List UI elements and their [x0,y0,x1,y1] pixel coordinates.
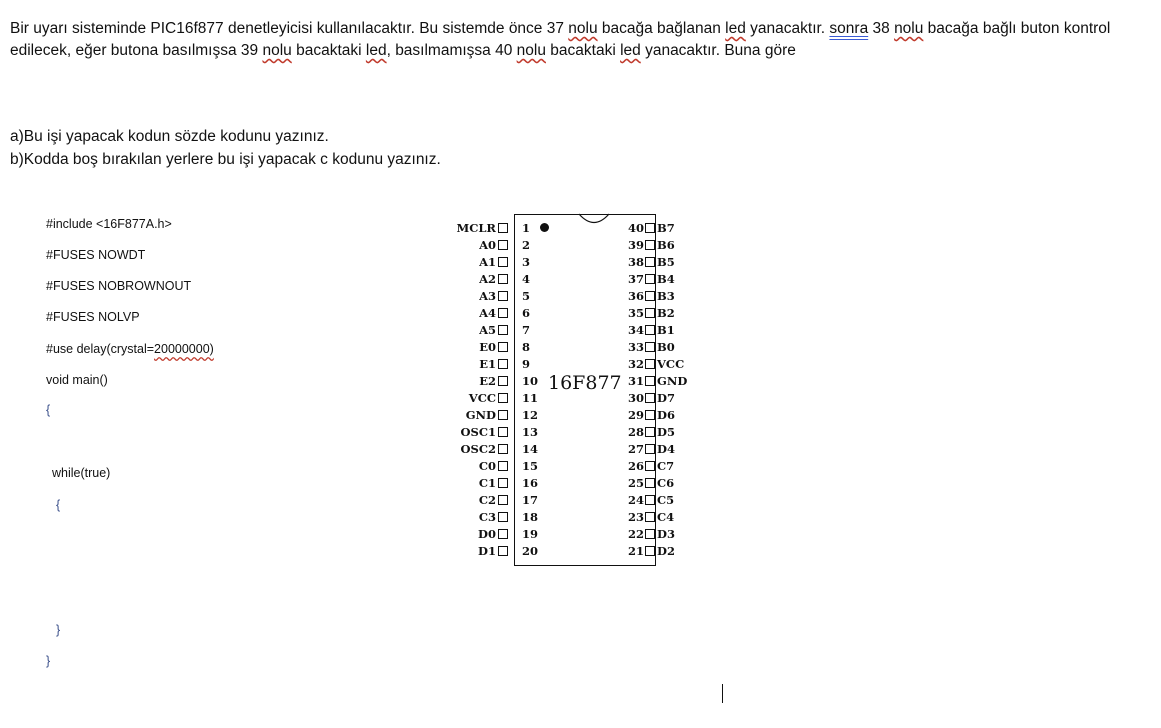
pin-label-right [643,239,675,251]
pin-name: A4 [479,306,496,320]
pin-label-left [430,324,510,336]
paragraph-text: bacaktaki [545,42,621,59]
pin-name: E2 [479,374,496,388]
code-brace: } [56,623,61,637]
pin-label-left [430,290,510,302]
pin-number: 35 [628,306,645,320]
pin-label-right [643,375,687,387]
pin-box [498,393,508,403]
pin-name: B4 [657,272,675,286]
pin-name: D6 [657,408,675,422]
pin-box [498,257,508,267]
pin-box [645,359,655,369]
pin-number: 12 [522,408,539,422]
pin-box [498,495,508,505]
pin-label-right [643,358,684,370]
pin-box [645,529,655,539]
pin-name: B7 [657,221,675,235]
pin-name: C5 [657,493,675,507]
problem-paragraph [10,18,1155,62]
pin-box [645,393,655,403]
pin-box [498,529,508,539]
pin-box [645,512,655,522]
pin-number: 24 [628,493,645,507]
pin-box [498,274,508,284]
paragraph-text: bacağa bağlanan [597,20,726,37]
pin-box [645,325,655,335]
pin-box [498,223,508,233]
pin-label-right [643,443,675,455]
pin-number: 5 [522,289,531,303]
pin-label-left [430,341,510,353]
pin-name: B3 [657,289,675,303]
question-a: a)Bu işi yapacak kodun sözde kodunu yazınız. [10,128,329,145]
code-line: #include <16F877A.h> [46,217,172,231]
pin-name: D3 [657,527,675,541]
pin-label-right [643,494,674,506]
pin-number: 22 [628,527,645,541]
pin-number: 10 [522,374,539,388]
code-text: #use delay(crystal= [46,342,155,356]
code-brace: { [46,403,51,417]
spellcheck-word[interactable]: nolu [262,42,292,59]
pin-name: D1 [478,544,496,558]
pin-name: A2 [479,272,496,286]
pin-name: MCLR [456,221,496,235]
pin-name: B6 [657,238,675,252]
pin-name: C4 [657,510,675,524]
pin-box [498,461,508,471]
question-b: b)Kodda boş bırakılan yerlere bu işi yapacak c kodunu yazınız. [10,151,441,168]
spellcheck-word[interactable]: nolu [516,42,546,59]
pin-name: C0 [478,459,496,473]
pin-box [645,376,655,386]
pin-number: 16 [522,476,539,490]
pin-label-right [643,460,674,472]
pin-box [645,546,655,556]
pin-name: D7 [657,391,675,405]
pin-box [498,410,508,420]
pin-name: D4 [657,442,675,456]
pin-box [498,291,508,301]
pin-number: 7 [522,323,531,337]
pin-label-left [430,460,510,472]
pin-number: 37 [628,272,645,286]
pin-number: 13 [522,425,539,439]
pin-box [498,342,508,352]
pin-number: 19 [522,527,539,541]
pin-number: 23 [628,510,645,524]
pin-name: E1 [479,357,496,371]
pin-number: 20 [522,544,539,558]
pin-box [645,274,655,284]
paragraph-text: Bir uyarı sisteminde PIC16f877 denetleyicisi kullanılacaktır. Bu sistemde önce 37 [10,20,569,37]
pin-label-left [430,545,510,557]
pin-number: 40 [628,221,645,235]
pin-number: 4 [522,272,531,286]
paragraph-text: yanacaktır. Buna göre [640,42,796,59]
pin-number: 27 [628,442,645,456]
pin-name: E0 [479,340,496,354]
pin-label-left [430,273,510,285]
pin-label-left [430,307,510,319]
pin-name: C7 [657,459,675,473]
pin-label-right [643,477,674,489]
pin-label-right [643,545,675,557]
pin-number: 2 [522,238,531,252]
pin-number: 15 [522,459,539,473]
grammar-check-word[interactable]: sonra [829,20,869,37]
chip-name: 16F877 [548,372,622,394]
spellcheck-word[interactable]: led [725,20,746,37]
spellcheck-word[interactable]: 20000000) [154,342,214,356]
pin-name: OSC2 [460,442,496,456]
pin-box [645,478,655,488]
paragraph-text: bacağa bağlı buton kontrol edilecek, eğer butona basılmışsa 39 [10,20,1111,59]
pin-name: B0 [657,340,675,354]
pin-label-left [430,443,510,455]
pin-label-right [643,307,675,319]
pin-number: 36 [628,289,645,303]
pin-name: GND [465,408,496,422]
pin-label-right [643,222,675,234]
pin-number: 31 [628,374,645,388]
pin-number: 21 [628,544,645,558]
pin-label-left [430,477,510,489]
paragraph-text: , basılmamışsa 40 [386,42,517,59]
pin-label-right [643,409,675,421]
pin-number: 30 [628,391,645,405]
pin-label-right [643,341,675,353]
pin-label-left [430,426,510,438]
pin-label-left [430,358,510,370]
pin-name: C1 [478,476,496,490]
spellcheck-word[interactable]: led [365,42,387,59]
pin-box [645,223,655,233]
pin-name: D0 [478,527,496,541]
pin-name: VCC [657,357,685,371]
pin-label-right [643,324,675,336]
pin-name: A1 [479,255,496,269]
spellcheck-word[interactable]: nolu [568,20,598,37]
pin-box [645,427,655,437]
pin-name: VCC [468,391,496,405]
pin-name: A5 [479,323,496,337]
pin-label-left [430,222,510,234]
pin-label-left [430,494,510,506]
pin-box [645,410,655,420]
pin-number: 39 [628,238,645,252]
pin-name: C3 [478,510,496,524]
paragraph-text: 38 [868,20,895,37]
pin-label-right [643,426,675,438]
pin-box [645,291,655,301]
pin-box [645,444,655,454]
code-line: #FUSES NOWDT [46,248,146,262]
pin-number: 34 [628,323,645,337]
pin-name: D5 [657,425,675,439]
pin-box [645,308,655,318]
pin-number: 26 [628,459,645,473]
pin-number: 32 [628,357,645,371]
pin-number: 33 [628,340,645,354]
pin-box [645,257,655,267]
pin-box [645,461,655,471]
pin-number: 3 [522,255,531,269]
pin-box [645,495,655,505]
code-line: void main() [46,373,108,387]
pin-name: B1 [657,323,675,337]
spellcheck-word[interactable]: led [620,42,641,59]
pin1-dot [540,223,549,232]
pin-label-left [430,511,510,523]
pin-label-right [643,511,674,523]
text-cursor [722,684,723,703]
pin-label-left [430,375,510,387]
pin-number: 14 [522,442,539,456]
pin-name: A0 [479,238,496,252]
pin-number: 11 [522,391,539,405]
pin-box [645,342,655,352]
pin-name: B2 [657,306,675,320]
pin-box [498,478,508,488]
pin-label-right [643,256,675,268]
pin-number: 38 [628,255,645,269]
pin-name: C2 [478,493,496,507]
pin-label-left [430,392,510,404]
paragraph-text: bacaktaki [291,42,366,59]
pin-label-left [430,256,510,268]
pin-label-right [643,290,675,302]
pin-name: OSC1 [460,425,496,439]
code-brace: { [56,498,61,512]
pin-name: D2 [657,544,675,558]
pin-box [498,427,508,437]
pin-number: 8 [522,340,531,354]
pin-name: GND [657,374,688,388]
pin-name: C6 [657,476,675,490]
code-line: while(true) [52,466,111,480]
pin-box [498,512,508,522]
pin-label-right [643,528,675,540]
pin-number: 28 [628,425,645,439]
pin-box [498,376,508,386]
pin-box [645,240,655,250]
ic-notch [578,213,610,227]
pin-box [498,444,508,454]
spellcheck-word[interactable]: nolu [894,20,924,37]
pin-label-right [643,273,675,285]
code-line: #FUSES NOBROWNOUT [46,279,192,293]
pin-name: B5 [657,255,675,269]
pin-label-right [643,392,675,404]
paragraph-text: yanacaktır. [745,20,830,37]
pin-number: 9 [522,357,531,371]
pin-label-left [430,409,510,421]
code-line [46,342,214,356]
pin-number: 25 [628,476,645,490]
pin-number: 18 [522,510,539,524]
pin-label-left [430,239,510,251]
pin-box [498,546,508,556]
pin-name: A3 [479,289,496,303]
pin-number: 17 [522,493,539,507]
pin-label-left [430,528,510,540]
pin-box [498,240,508,250]
pin-box [498,359,508,369]
code-brace: } [46,654,51,668]
pin-box [498,308,508,318]
pin-box [498,325,508,335]
pin-number: 1 [522,221,531,235]
pin-number: 6 [522,306,531,320]
pin-number: 29 [628,408,645,422]
code-line: #FUSES NOLVP [46,310,140,324]
